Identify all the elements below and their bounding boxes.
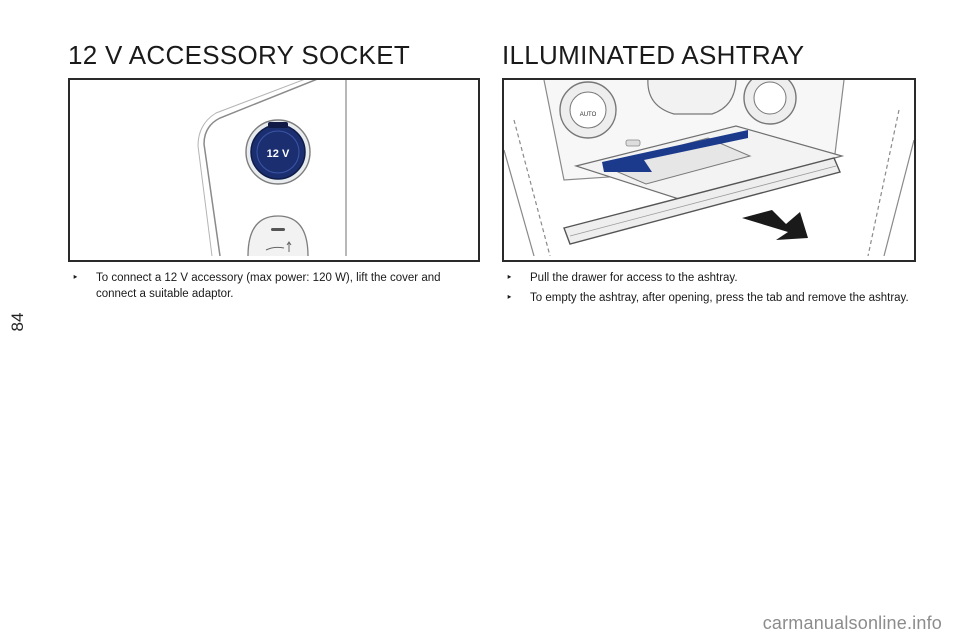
bullet-arrow-icon: ‣ [72, 272, 79, 284]
list-item [502, 290, 916, 306]
ashtray-drawing [504, 80, 914, 256]
bullet-arrow-icon: ‣ [506, 272, 513, 284]
instruction-text: Pull the drawer for access to the ashtray. [530, 272, 738, 284]
accessory-socket-illustration [68, 78, 480, 262]
socket-instruction-list [68, 270, 480, 302]
instruction-text: To connect a 12 V accessory (max power: 120 W), lift the cover and connect a suitable adaptor. [96, 272, 441, 300]
center-display [648, 80, 736, 114]
ashtray-illustration [502, 78, 916, 262]
socket-drawing [70, 80, 478, 256]
instruction-text: To empty the ashtray, after opening, press the tab and remove the ashtray. [530, 292, 909, 304]
illuminated-ashtray-section [502, 40, 916, 310]
ashtray-instruction-list [502, 270, 916, 306]
list-item [502, 270, 916, 286]
knob-auto-label: AUTO [579, 112, 597, 118]
page-number: 84 [8, 312, 27, 332]
footer-watermark: carmanualsonline.info [762, 613, 942, 633]
accessory-socket-section [68, 40, 480, 306]
socket-12v-label: 12 V [266, 148, 290, 160]
list-item [68, 270, 480, 302]
accessory-socket-title: 12 V ACCESSORY SOCKET [68, 40, 411, 70]
bullet-arrow-icon: ‣ [506, 292, 513, 304]
illuminated-ashtray-title: ILLUMINATED ASHTRAY [502, 40, 805, 70]
